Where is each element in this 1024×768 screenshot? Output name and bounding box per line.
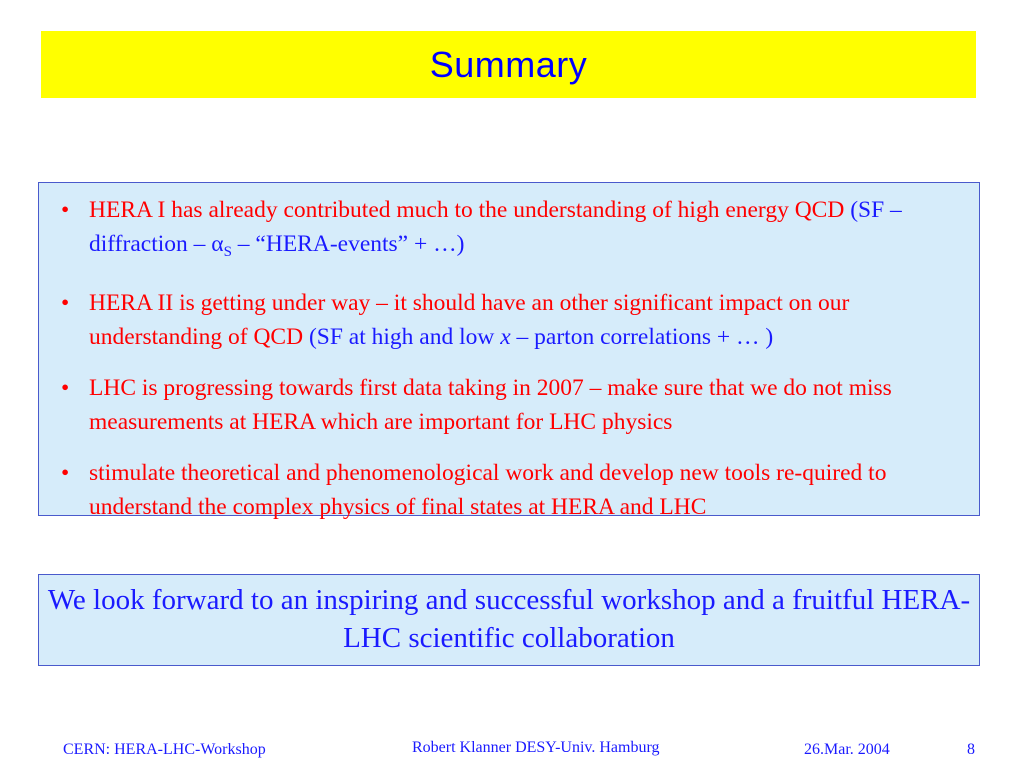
paren-text-a: (SF at high and low [303, 324, 501, 350]
bullet-text: HERA I has already contributed much to the understanding of high energy QCD [89, 197, 845, 223]
summary-bullet-list [57, 193, 963, 524]
bullet-marker: • [61, 460, 70, 486]
paren-text-b: – parton correlations + … ) [510, 324, 774, 350]
bullet-marker: • [61, 197, 70, 223]
slide-title: Summary [429, 43, 588, 85]
summary-bullet-box [38, 182, 980, 520]
paren-text-b: – “HERA-events” + …) [231, 231, 465, 257]
bullet-text: LHC is progressing towards first data taking in 2007 – make sure that we do not miss measurements at HERA which are important for LHC physics [89, 375, 892, 435]
bullet-item-lhc [57, 371, 963, 439]
bullet-marker: • [61, 290, 70, 316]
closing-statement: We look forward to an inspiring and successful workshop and a fruitful HERA-LHC scientific collaboration [47, 584, 971, 654]
closing-statement-box [38, 574, 980, 666]
footer-date: 26.Mar. 2004 [804, 741, 890, 758]
bullet-text: stimulate theoretical and phenomenological work and develop new tools re-quired to understand the complex physics of final states at HERA and LHC [89, 460, 887, 520]
bullet-parenthetical [303, 324, 773, 350]
bullet-text: HERA II is getting under way – it should have an other significant impact on our understanding of QCD [89, 290, 850, 350]
bullet-item-hera-1 [57, 193, 963, 269]
bullet-marker: • [61, 375, 70, 401]
footer-event: CERN: HERA-LHC-Workshop [63, 741, 266, 758]
footer-page-number: 8 [967, 741, 975, 758]
footer-author: Robert Klanner DESY-Univ. Hamburg [412, 739, 660, 756]
paren-text-a: (SF – diffraction – [89, 197, 902, 257]
x-variable: x [500, 324, 511, 350]
alpha-symbol: α [211, 231, 224, 257]
bullet-item-stimulate [57, 456, 963, 524]
alpha-subscript: S [223, 244, 232, 260]
title-bar [41, 31, 976, 98]
bullet-item-hera-2 [57, 286, 963, 354]
